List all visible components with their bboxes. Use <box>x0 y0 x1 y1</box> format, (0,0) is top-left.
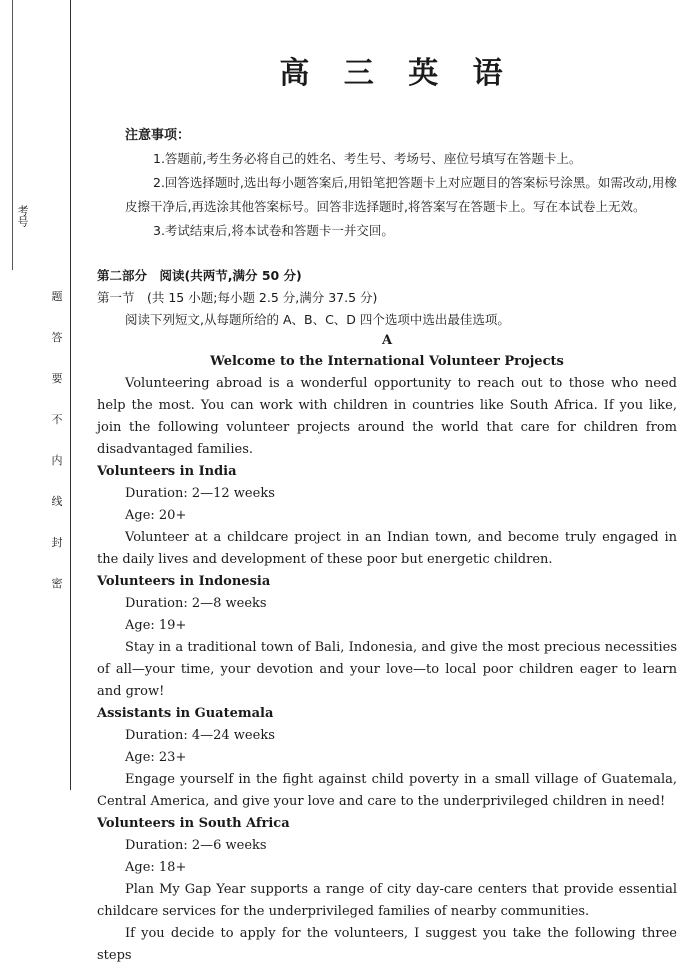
seal-char: 密 <box>51 577 63 590</box>
notice-item: 3.考试结束后,将本试卷和答题卡一并交回。 <box>153 223 394 238</box>
section-heading: 第一节 (共 15 小题;每小题 2.5 分,满分 37.5 分) <box>97 290 378 305</box>
project-desc: Engage yourself in the fight against child poverty in a small village of Guatemala, Central America, and give your love and care to the underprivileged children in need! <box>97 772 677 809</box>
project-age: Age: 20+ <box>125 508 187 523</box>
notice-item: 2.回答选择题时,选出每小题答案后,用铅笔把答题卡上对应题目的答案标号涂黑。如需改动,用橡皮擦干净后,再选涂其他答案标号。回答非选择题时,将答案写在答题卡上。写在本试卷上无效。 <box>125 175 677 214</box>
project-name: Assistants in Guatemala <box>97 706 274 721</box>
project-desc: Plan My Gap Year supports a range of city day-care centers that provide essential childcare services for the underprivileged families of nearby communities. <box>97 882 677 919</box>
binding-line-outer <box>12 0 13 270</box>
article-title: Welcome to the International Volunteer Projects <box>210 354 564 369</box>
seal-char: 答 <box>51 331 63 344</box>
project-desc: Stay in a traditional town of Bali, Indonesia, and give the most precious necessities of all—your time, your devotion and your love—to local poor children eager to learn and grow! <box>97 640 677 699</box>
seal-char: 不 <box>51 413 63 426</box>
seal-char: 要 <box>51 372 63 385</box>
project-age: Age: 19+ <box>125 618 187 633</box>
notice-item: 1.答题前,考生务必将自己的姓名、考生号、考场号、座位号填写在答题卡上。 <box>153 151 582 166</box>
project-name: Volunteers in Indonesia <box>97 574 271 589</box>
project-duration: Duration: 4—24 weeks <box>125 728 275 743</box>
part-heading: 第二部分 阅读(共两节,满分 50 分) <box>97 268 302 283</box>
project-age: Age: 23+ <box>125 750 187 765</box>
notice-heading: 注意事项： <box>125 128 191 143</box>
seal-char: 封 <box>51 536 63 549</box>
project-age: Age: 18+ <box>125 860 187 875</box>
instruction: 阅读下列短文,从每题所给的 A、B、C、D 四个选项中选出最佳选项。 <box>125 312 510 327</box>
project-duration: Duration: 2—8 weeks <box>125 596 267 611</box>
notice-list <box>125 147 677 243</box>
passage-letter: A <box>381 333 393 348</box>
project-desc: Volunteer at a childcare project in an Indian town, and become truly engaged in the daily lives and development of these poor but energetic children. <box>97 530 677 567</box>
binding-line <box>70 0 71 790</box>
project-duration: Duration: 2—12 weeks <box>125 486 275 501</box>
exam-page <box>97 40 677 967</box>
exam-number-label: 考号 <box>16 205 29 227</box>
seal-char: 线 <box>51 495 63 508</box>
seal-char: 题 <box>51 290 63 303</box>
article-body <box>97 373 677 967</box>
article-intro: Volunteering abroad is a wonderful opportunity to reach out to those who need help the most. You can work with children in countries like South Africa. If you like, join the following volunteer projects around the world that care for children from disadvantaged families. <box>97 376 677 457</box>
seal-char: 内 <box>51 454 63 467</box>
seal-line-notice <box>50 288 64 591</box>
page-title: 高 三 英 语 <box>279 56 515 91</box>
closing-text: If you decide to apply for the volunteers, I suggest you take the following three steps <box>97 926 677 963</box>
project-name: Volunteers in South Africa <box>97 816 290 831</box>
project-duration: Duration: 2—6 weeks <box>125 838 267 853</box>
project-name: Volunteers in India <box>97 464 237 479</box>
